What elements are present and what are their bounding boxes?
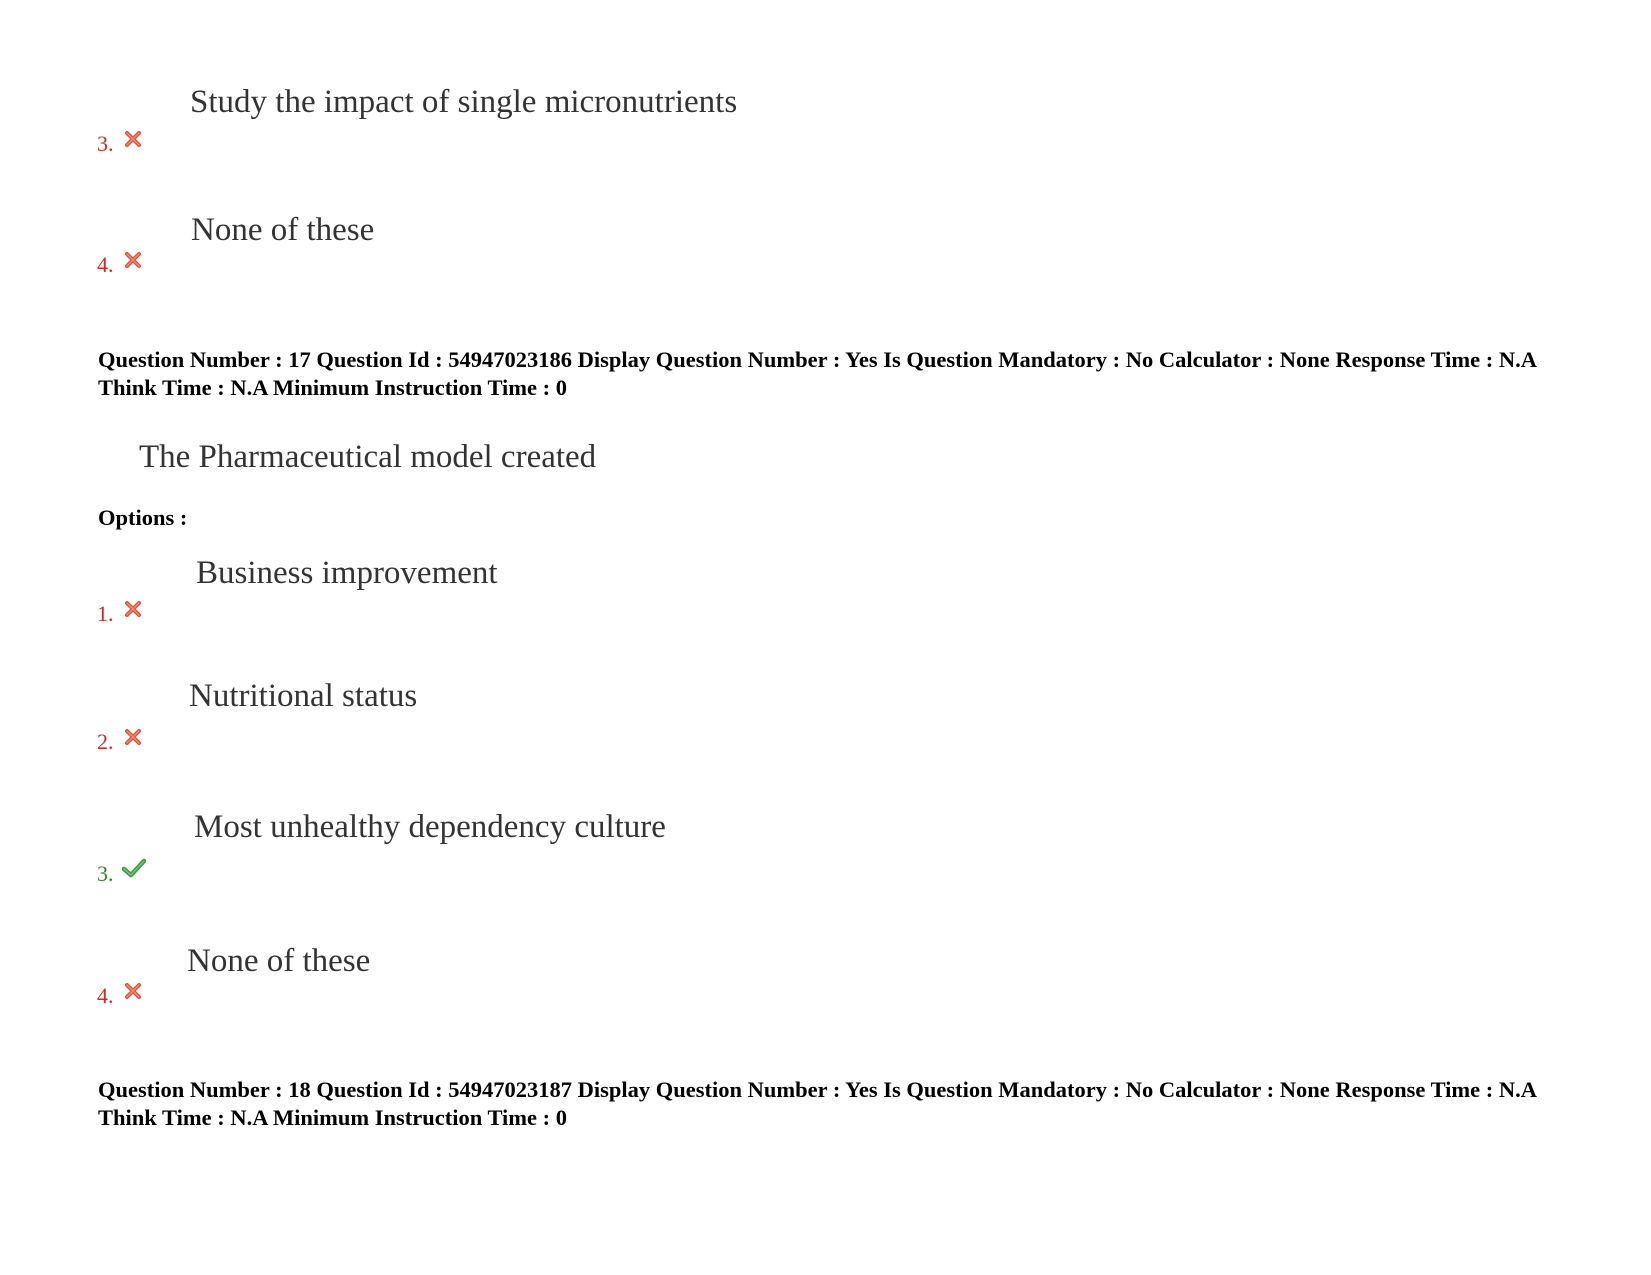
option-number: 4. [97, 252, 114, 277]
option-text: Business improvement [196, 555, 498, 591]
option-text: Most unhealthy dependency culture [194, 809, 666, 845]
question-meta: Question Number : 18 Question Id : 54947023187 Display Question Number : Yes Is Question Mandatory : No Calculator : None Response Time : N.A Think Time : N.A Minimum Instruction Time : 0 [98, 1077, 1536, 1130]
cross-icon [124, 982, 142, 1000]
option-text: None of these [191, 212, 375, 248]
options-label: Options : [98, 505, 188, 530]
option-text: Study the impact of single micronutrients [190, 84, 738, 120]
option-number: 3. [97, 131, 114, 156]
cross-icon [124, 251, 142, 269]
question-stem: The Pharmaceutical model created [139, 439, 597, 475]
check-icon [122, 858, 146, 878]
option-number: 4. [97, 983, 114, 1008]
cross-icon [124, 600, 142, 618]
option-text: Nutritional status [189, 678, 418, 714]
cross-icon [124, 728, 142, 746]
option-text: None of these [187, 943, 371, 979]
option-number: 1. [97, 601, 114, 626]
option-number: 2. [97, 729, 114, 754]
question-meta: Question Number : 17 Question Id : 54947023186 Display Question Number : Yes Is Question Mandatory : No Calculator : None Response Time : N.A Think Time : N.A Minimum Instruction Time : 0 [98, 347, 1536, 400]
cross-icon [124, 130, 142, 148]
option-number: 3. [97, 861, 114, 886]
